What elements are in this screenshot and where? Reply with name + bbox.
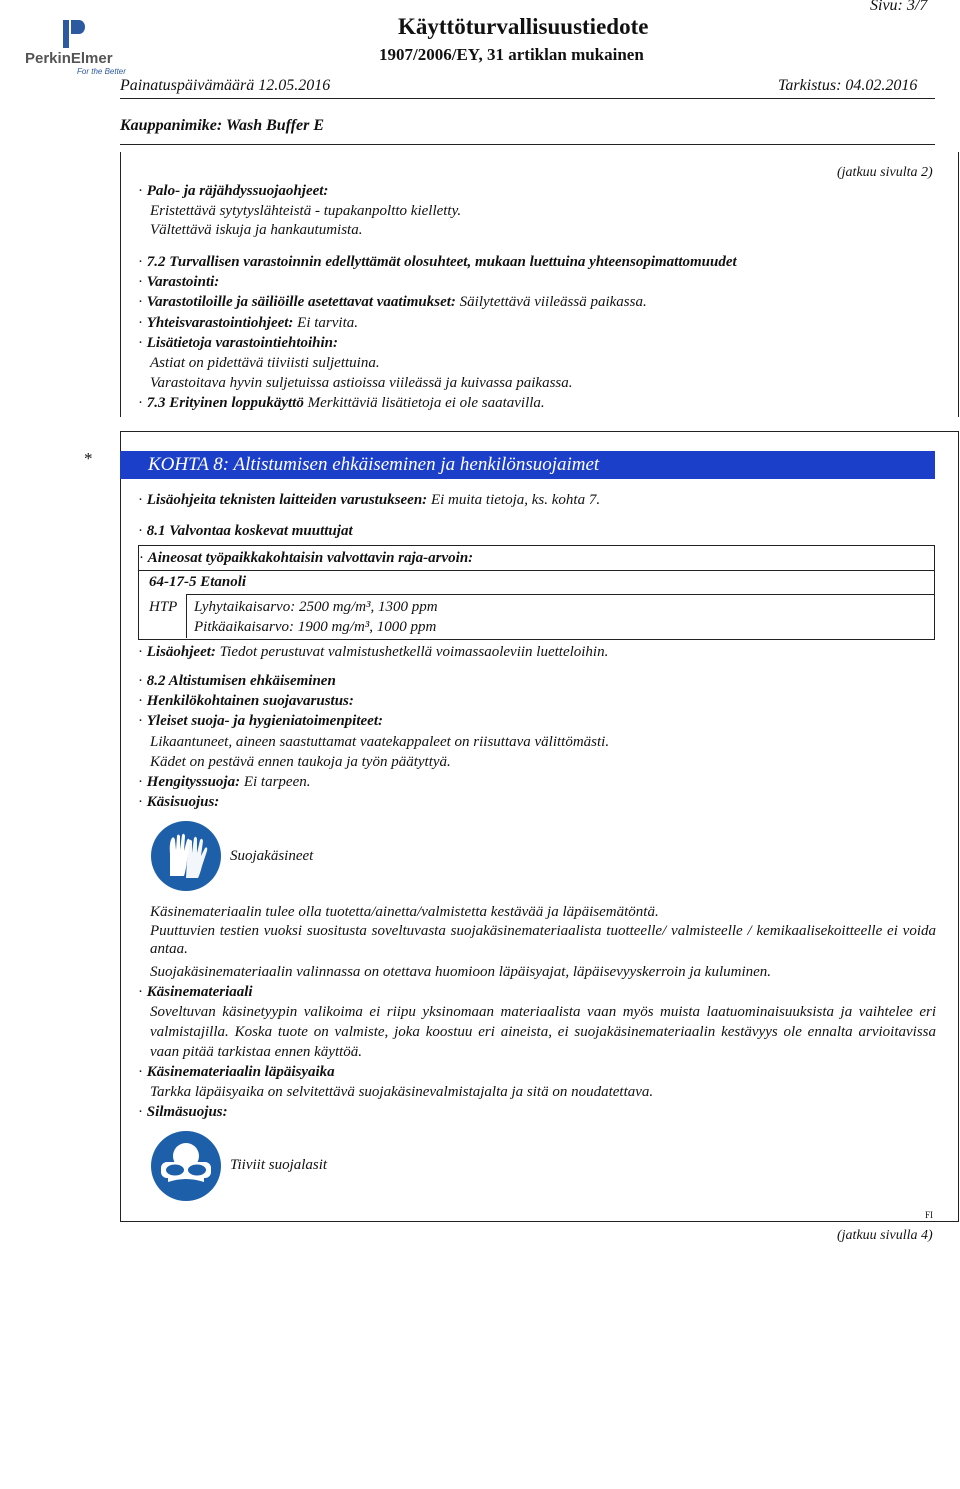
continued-from: (jatkuu sivulta 2) bbox=[837, 165, 933, 180]
brand-name: PerkinElmer bbox=[25, 50, 113, 67]
info-line-2: Varastoitava hyvin suljetuissa astioissa viileässä ja kuivassa paikassa. bbox=[150, 375, 573, 391]
limits-row-heading: · Aineosat työpaikkakohtaisin valvottavin raja-arvoin: bbox=[139, 546, 934, 571]
mat-label: Käsinemateriaali bbox=[146, 984, 253, 1000]
header-divider bbox=[120, 98, 935, 99]
brand-tagline: For the Better bbox=[77, 67, 126, 76]
s81-title: 8.1 Valvontaa koskevat muuttujat bbox=[146, 523, 353, 539]
hyg-line-1: Likaantuneet, aineen saastuttamat vaatekappaleet on riisuttava välittömästi. bbox=[150, 734, 610, 750]
hand-line-2: Puuttuvien testien vuoksi suositusta soveltuvasta suojakäsinemateriaalista tuotteelle/ valmisteelle / kemikaalisekoitteelle ei voida antaa. bbox=[150, 923, 936, 957]
pen-row: · Käsinemateriaalin läpäisyaika bbox=[138, 1064, 335, 1080]
page-number: Sivu: 3/7 bbox=[870, 0, 928, 14]
req-value: Säilytettävä viileässä paikassa. bbox=[459, 294, 647, 310]
info-row: · Lisätietoja varastointiehtoihin: bbox=[138, 335, 339, 351]
hyg-line-2: Kädet on pestävä ennen taukoja ja työn päätyttyä. bbox=[150, 754, 451, 770]
s73-label: 7.3 Erityinen loppukäyttö bbox=[146, 395, 304, 411]
hand-row: · Käsisuojus: bbox=[138, 794, 220, 810]
goggles-pictogram-icon bbox=[150, 1130, 222, 1202]
brand-logo bbox=[25, 20, 135, 75]
ppe-row: · Henkilökohtainen suojavarustus: bbox=[138, 693, 354, 709]
long-term-value: Pitkäaikaisarvo: 1900 mg/m³, 1000 ppm bbox=[194, 619, 437, 635]
s82-row: · 8.2 Altistumisen ehkäiseminen bbox=[138, 673, 336, 689]
goggles-caption: Tiiviit suojalasit bbox=[230, 1157, 328, 1173]
left-rule bbox=[120, 152, 121, 417]
s8-top-rule bbox=[120, 431, 959, 432]
hyg-row: · Yleiset suoja- ja hygieniatoimenpiteet: bbox=[138, 713, 383, 729]
s73-row: · 7.3 Erityinen loppukäyttö Merkittäviä lisätietoja ei ole saatavilla. bbox=[138, 395, 545, 411]
hyg-label: Yleiset suoja- ja hygieniatoimenpiteet: bbox=[146, 713, 383, 729]
section-8-heading bbox=[120, 451, 935, 479]
revision-date: Tarkistus: 04.02.2016 bbox=[778, 77, 918, 94]
storage-label: Varastointi: bbox=[146, 274, 220, 290]
fire-label-row: · Palo- ja räjähdyssuojaohjeet: bbox=[138, 183, 329, 199]
s72-title: 7.2 Turvallisen varastoinnin edellyttämät olosuhteet, mukaan luettuina yhteensopimattomuudet bbox=[146, 254, 737, 270]
tech-value: Ei muita tietoja, ks. kohta 7. bbox=[430, 492, 601, 508]
s8-right-rule bbox=[958, 431, 959, 1221]
htp-values-box bbox=[186, 594, 934, 638]
tech-label: Lisäohjeita teknisten laitteiden varustukseen: bbox=[146, 492, 428, 508]
ppe-label: Henkilökohtainen suojavarustus: bbox=[146, 693, 354, 709]
hand-line-3: Suojakäsinemateriaalin valinnassa on otettava huomioon läpäisyajat, läpäisevyyskerroin ja kuluminen. bbox=[150, 964, 772, 980]
document-subtitle: 1907/2006/EY, 31 artiklan mukainen bbox=[379, 45, 644, 64]
section-8-title: KOHTA 8: Altistumisen ehkäiseminen ja henkilönsuojaimet bbox=[148, 454, 600, 475]
fire-label: Palo- ja räjähdyssuojaohjeet: bbox=[146, 183, 329, 199]
resp-row: · Hengityssuoja: Ei tarpeen. bbox=[138, 774, 311, 790]
fire-line-1: Eristettävä sytytyslähteistä - tupakanpoltto kielletty. bbox=[150, 203, 462, 219]
extra-value: Tiedot perustuvat valmistushetkellä voimassaoleviin luetteloihin. bbox=[219, 644, 609, 660]
extra-row: · Lisäohjeet: Tiedot perustuvat valmistushetkellä voimassaoleviin luetteloihin. bbox=[138, 644, 609, 660]
gloves-caption: Suojakäsineet bbox=[230, 848, 314, 864]
pen-text: Tarkka läpäisyaika on selvitettävä suojakäsinevalmistajalta ja sitä on noudatettava. bbox=[150, 1084, 654, 1100]
product-divider bbox=[120, 144, 935, 145]
print-date: Painatuspäivämäärä 12.05.2016 bbox=[120, 77, 331, 94]
document-title: Käyttöturvallisuustiedote bbox=[398, 14, 649, 39]
limits-label: Aineosat työpaikkakohtaisin valvottavin raja-arvoin: bbox=[147, 550, 474, 566]
info-label: Lisätietoja varastointiehtoihin: bbox=[146, 335, 339, 351]
product-name: Kauppanimike: Wash Buffer E bbox=[120, 117, 325, 134]
short-term-value: Lyhytaikaisarvo: 2500 mg/m³, 1300 ppm bbox=[194, 599, 438, 615]
mat-row: · Käsinemateriaali bbox=[138, 984, 253, 1000]
limits-table bbox=[138, 545, 935, 640]
s8-left-rule bbox=[120, 431, 121, 1221]
req-label: Varastotiloille ja säiliöille asetettavat vaatimukset: bbox=[146, 294, 456, 310]
s81-row: · 8.1 Valvontaa koskevat muuttujat bbox=[138, 523, 353, 539]
resp-value: Ei tarpeen. bbox=[243, 774, 311, 790]
continued-to: (jatkuu sivulla 4) bbox=[837, 1228, 933, 1243]
fire-line-2: Vältettävä iskuja ja hankautumista. bbox=[150, 222, 363, 238]
language-code: FI bbox=[925, 1210, 934, 1220]
storage-row: · Varastointi: bbox=[138, 274, 220, 290]
change-marker: * bbox=[84, 449, 93, 468]
htp-label: HTP bbox=[149, 599, 178, 615]
eye-label: Silmäsuojus: bbox=[146, 1104, 228, 1120]
hand-label: Käsisuojus: bbox=[146, 794, 220, 810]
eye-row: · Silmäsuojus: bbox=[138, 1104, 228, 1120]
joint-value: Ei tarvita. bbox=[297, 315, 358, 331]
resp-label: Hengityssuoja: bbox=[146, 774, 241, 790]
substance-name: 64-17-5 Etanoli bbox=[149, 574, 247, 590]
hand-line-1: Käsinemateriaalin tulee olla tuotetta/ainetta/valmistetta kestävää ja läpäisemätöntä. bbox=[150, 904, 659, 920]
s73-value: Merkittäviä lisätietoja ei ole saatavilla. bbox=[307, 395, 545, 411]
req-row: · Varastotiloille ja säiliöille asetettavat vaatimukset: Säilytettävä viileässä paikassa. bbox=[138, 294, 647, 310]
s72-title-row: · 7.2 Turvallisen varastoinnin edellyttämät olosuhteet, mukaan luettuina yhteensopimattomuudet bbox=[138, 254, 737, 270]
s82-title: 8.2 Altistumisen ehkäiseminen bbox=[146, 673, 336, 689]
mat-text: Soveltuvan käsinetyypin valikoima ei riipu yksinomaan materiaalista vaan myös muista laatuominaisuuksista ja vaihtelee eri valmistajilla. Koska tuote on valmiste, joka koostuu eri aineista, ei suojakäsinemateriaalin kestävyys ole ennalta arvioitavissa vaan pitää tarkistaa ennen käyttöä. bbox=[150, 1004, 936, 1060]
right-rule bbox=[958, 152, 959, 417]
tech-row: · Lisäohjeita teknisten laitteiden varustukseen: Ei muita tietoja, ks. kohta 7. bbox=[138, 492, 601, 508]
gloves-pictogram-icon bbox=[150, 820, 222, 892]
footer-rule bbox=[120, 1221, 959, 1222]
joint-label: Yhteisvarastointiohjeet: bbox=[146, 315, 294, 331]
perkinelmer-logo-icon bbox=[63, 20, 85, 48]
info-line-1: Astiat on pidettävä tiiviisti suljettuina. bbox=[150, 355, 380, 371]
pen-label: Käsinemateriaalin läpäisyaika bbox=[146, 1064, 335, 1080]
extra-label: Lisäohjeet: bbox=[146, 644, 216, 660]
joint-row: · Yhteisvarastointiohjeet: Ei tarvita. bbox=[138, 315, 358, 331]
